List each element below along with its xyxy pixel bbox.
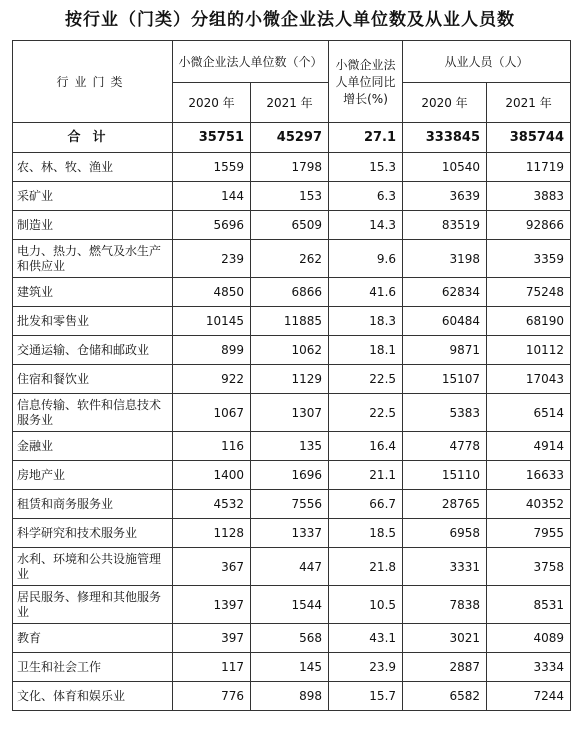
industry-name: 批发和零售业 [13,307,173,336]
employees-2020: 9871 [403,336,487,365]
employees-2020: 4778 [403,432,487,461]
units-2020: 5696 [173,211,251,240]
employees-2021: 3758 [487,548,571,586]
table-row [13,519,571,548]
units-2020: 239 [173,240,251,278]
units-2020: 1400 [173,461,251,490]
industry-name: 采矿业 [13,182,173,211]
units-2021: 262 [251,240,329,278]
employees-2020: 6958 [403,519,487,548]
industry-name: 租赁和商务服务业 [13,490,173,519]
employees-2021: 7244 [487,682,571,711]
employees-2021: 4914 [487,432,571,461]
header-employees-group: 从业人员（人） [403,41,571,83]
units-2021: 1696 [251,461,329,490]
industry-name: 建筑业 [13,278,173,307]
units-2021: 1129 [251,365,329,394]
units-2021: 568 [251,624,329,653]
table-row [13,461,571,490]
units-2020: 922 [173,365,251,394]
header-employees-2020: 2020 年 [403,83,487,123]
growth-value: 21.8 [329,548,403,586]
units-2020: 10145 [173,307,251,336]
total-employees-2021: 385744 [487,123,571,153]
table-row [13,307,571,336]
growth-value: 10.5 [329,586,403,624]
table-row [13,682,571,711]
table-row [13,211,571,240]
table-row [13,432,571,461]
growth-value: 16.4 [329,432,403,461]
table-row [13,365,571,394]
total-row [13,123,571,153]
industry-name: 科学研究和技术服务业 [13,519,173,548]
employees-2020: 83519 [403,211,487,240]
employees-2021: 4089 [487,624,571,653]
employees-2021: 3359 [487,240,571,278]
units-2021: 1062 [251,336,329,365]
units-2021: 1307 [251,394,329,432]
units-2020: 144 [173,182,251,211]
table-row [13,182,571,211]
units-2021: 153 [251,182,329,211]
units-2020: 899 [173,336,251,365]
employees-2021: 10112 [487,336,571,365]
employees-2020: 3639 [403,182,487,211]
industry-name: 住宿和餐饮业 [13,365,173,394]
table-row [13,394,571,432]
table-row [13,586,571,624]
table-row [13,240,571,278]
units-2021: 135 [251,432,329,461]
growth-value: 15.3 [329,153,403,182]
growth-value: 41.6 [329,278,403,307]
units-2021: 7556 [251,490,329,519]
growth-value: 22.5 [329,365,403,394]
growth-value: 22.5 [329,394,403,432]
employees-2020: 10540 [403,153,487,182]
employees-2020: 60484 [403,307,487,336]
industry-name: 电力、热力、燃气及水生产和供应业 [13,240,173,278]
employees-2021: 16633 [487,461,571,490]
growth-value: 43.1 [329,624,403,653]
header-units-2020: 2020 年 [173,83,251,123]
growth-value: 18.1 [329,336,403,365]
employees-2020: 62834 [403,278,487,307]
units-2020: 397 [173,624,251,653]
employees-2020: 15107 [403,365,487,394]
table-row [13,336,571,365]
units-2021: 145 [251,653,329,682]
growth-value: 18.3 [329,307,403,336]
units-2020: 116 [173,432,251,461]
units-2021: 447 [251,548,329,586]
employees-2020: 6582 [403,682,487,711]
industry-name: 居民服务、修理和其他服务业 [13,586,173,624]
industry-name: 房地产业 [13,461,173,490]
header-units-2021: 2021 年 [251,83,329,123]
units-2020: 776 [173,682,251,711]
units-2021: 6866 [251,278,329,307]
employees-2021: 17043 [487,365,571,394]
industry-name: 信息传输、软件和信息技术服务业 [13,394,173,432]
total-employees-2020: 333845 [403,123,487,153]
table-row [13,624,571,653]
units-2020: 367 [173,548,251,586]
employees-2020: 7838 [403,586,487,624]
industry-name: 水利、环境和公共设施管理业 [13,548,173,586]
employees-2020: 3021 [403,624,487,653]
table-row [13,490,571,519]
industry-name: 金融业 [13,432,173,461]
table-title: 按行业（门类）分组的小微企业法人单位数及从业人员数 [65,10,515,30]
employees-2020: 28765 [403,490,487,519]
employees-2021: 8531 [487,586,571,624]
units-2020: 4532 [173,490,251,519]
growth-value: 6.3 [329,182,403,211]
units-2020: 4850 [173,278,251,307]
header-industry: 行业门类 [13,41,173,123]
table-row [13,278,571,307]
units-2020: 1067 [173,394,251,432]
employees-2020: 15110 [403,461,487,490]
employees-2021: 3883 [487,182,571,211]
industry-name: 交通运输、仓储和邮政业 [13,336,173,365]
growth-value: 9.6 [329,240,403,278]
employees-2020: 3331 [403,548,487,586]
units-2020: 1397 [173,586,251,624]
industry-name: 文化、体育和娱乐业 [13,682,173,711]
total-label: 合计 [13,123,173,153]
table-row [13,153,571,182]
units-2021: 6509 [251,211,329,240]
table-row [13,653,571,682]
industry-name: 制造业 [13,211,173,240]
industry-table [12,40,571,711]
total-units-2020: 35751 [173,123,251,153]
header-employees-2021: 2021 年 [487,83,571,123]
employees-2020: 5383 [403,394,487,432]
employees-2021: 75248 [487,278,571,307]
industry-name: 卫生和社会工作 [13,653,173,682]
employees-2021: 3334 [487,653,571,682]
growth-value: 23.9 [329,653,403,682]
growth-value: 21.1 [329,461,403,490]
units-2021: 1337 [251,519,329,548]
employees-2021: 40352 [487,490,571,519]
units-2020: 1559 [173,153,251,182]
employees-2021: 11719 [487,153,571,182]
growth-value: 66.7 [329,490,403,519]
units-2021: 1544 [251,586,329,624]
table-row [13,548,571,586]
employees-2021: 92866 [487,211,571,240]
header-growth: 小微企业法人单位同比增长(%) [329,41,403,123]
total-units-2021: 45297 [251,123,329,153]
employees-2020: 3198 [403,240,487,278]
units-2021: 898 [251,682,329,711]
growth-value: 18.5 [329,519,403,548]
header-units-group: 小微企业法人单位数（个） [173,41,329,83]
employees-2021: 7955 [487,519,571,548]
units-2021: 11885 [251,307,329,336]
units-2021: 1798 [251,153,329,182]
units-2020: 1128 [173,519,251,548]
employees-2020: 2887 [403,653,487,682]
growth-value: 14.3 [329,211,403,240]
units-2020: 117 [173,653,251,682]
total-growth: 27.1 [329,123,403,153]
industry-name: 农、林、牧、渔业 [13,153,173,182]
growth-value: 15.7 [329,682,403,711]
employees-2021: 68190 [487,307,571,336]
industry-name: 教育 [13,624,173,653]
employees-2021: 6514 [487,394,571,432]
